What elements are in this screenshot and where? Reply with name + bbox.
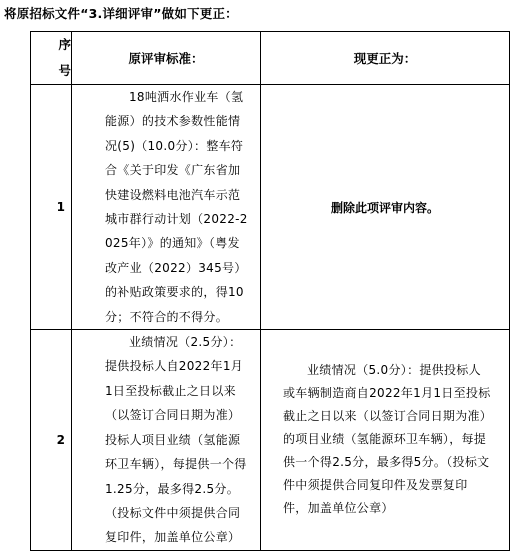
header-corrected-criteria: 现更正为：: [261, 32, 510, 85]
corrected-criteria-cell: [261, 330, 510, 551]
table-header-row: [31, 32, 510, 85]
amendment-table: [30, 31, 510, 551]
corrected-criteria-cell: 删除此项评审内容。: [261, 85, 510, 330]
table-row: [31, 85, 510, 330]
header-serial-number: [31, 32, 72, 85]
original-criteria-text: 18吨洒水作业车（氢能源）的技术参数性能情况(5)（10.0分）：整车符合《关于印发《广东省加快建设燃料电池汽车示范城市群行动计划（2022-2025年）》的通知》（粤发改产业（2022）345号）的补贴政策要求的，得10分；不符合的不得分。: [105, 90, 248, 324]
row-number: 2: [31, 330, 72, 551]
table-row: [31, 330, 510, 551]
original-criteria-cell: [72, 330, 261, 551]
original-criteria-text: 业绩情况（2.5分）：提供投标人自2022年1月1日至投标截止之日以来（以签订合同日期为准）投标人项目业绩（氢能源环卫车辆），每提供一个得1.25分，最多得2.5分。（投标文件中须提供合同复印件，加盖单位公章）: [105, 335, 247, 545]
header-serial-line2: 号: [58, 63, 71, 78]
row-number: 1: [31, 85, 72, 330]
document-heading: 将原招标文件“3.详细评审”做如下更正：: [4, 6, 238, 21]
corrected-criteria-text: 业绩情况（5.0分）：提供投标人或车辆制造商自2022年1月1日至投标截止之日以来（以签订合同日期为准）的项目业绩（氢能源环卫车辆），每提供一个得2.5分，最多得5分。（投标文件中须提供合同复印件及发票复印件，加盖单位公章）: [283, 363, 491, 516]
original-criteria-cell: [72, 85, 261, 330]
header-original-criteria: 原评审标准：: [72, 32, 261, 85]
header-serial-line1: 序: [58, 37, 71, 52]
